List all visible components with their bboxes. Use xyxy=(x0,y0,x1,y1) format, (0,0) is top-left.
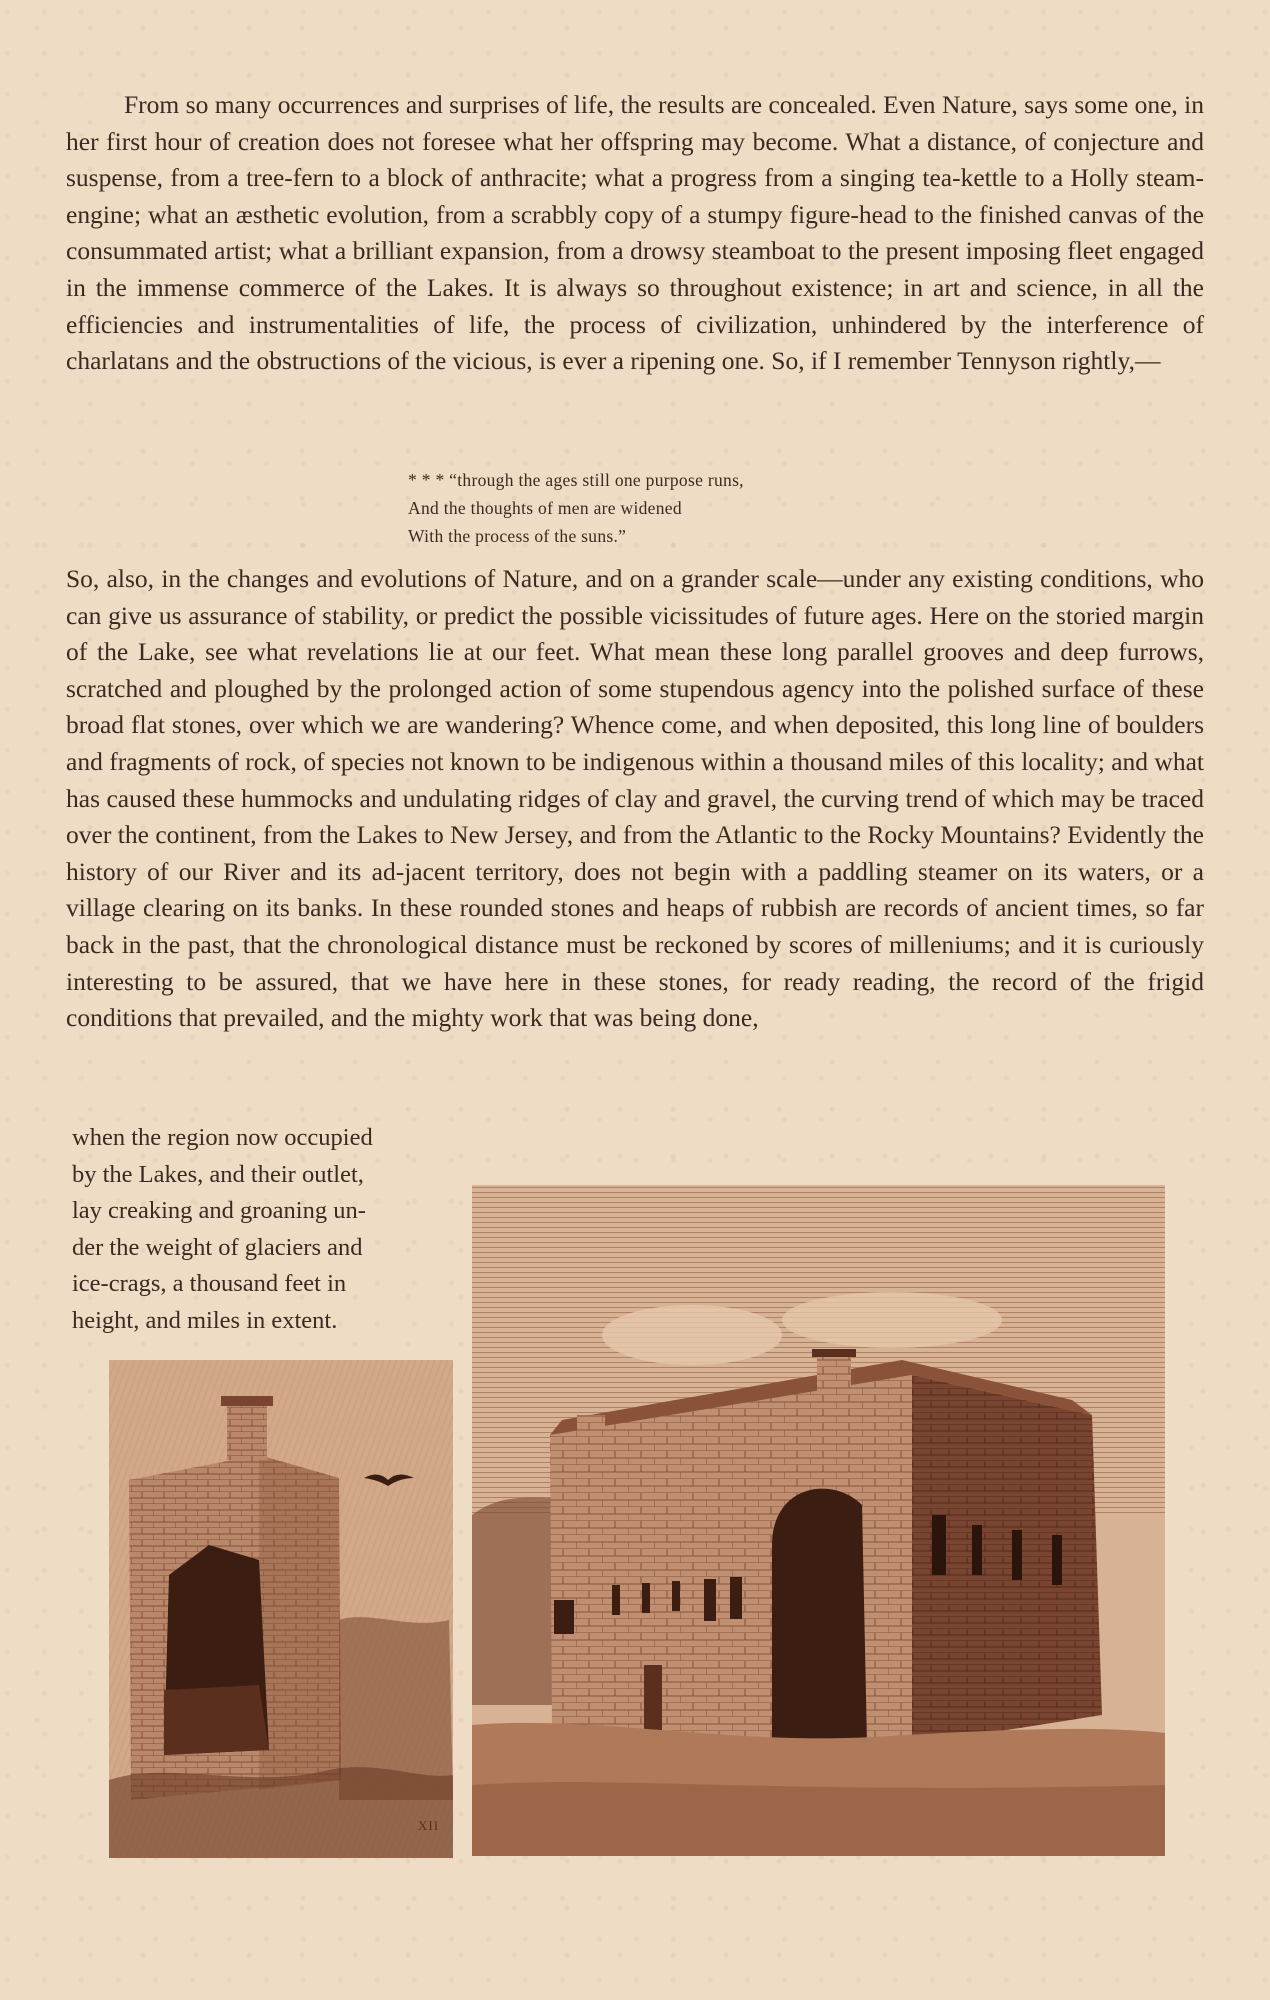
text-line: der the weight of glaciers and xyxy=(72,1233,363,1261)
text-line: ice-crags, a thousand feet in xyxy=(72,1270,347,1298)
ruined-wall-illustration xyxy=(109,1360,453,1858)
etching-ruined-wall xyxy=(109,1360,453,1858)
paragraph-first: From so many occurrences and surprises of life, the results are concealed. Even Nature, says some one, in her first hour of creation does not foresee what her offspring may become. What a distance, of conjecture and suspense, from a tree-fern to a block of anthracite; what a progress from a singing tea-kettle to a Holly steam-engine; what an æsthetic evolution, from a scrabbly copy of a stumpy figure-head to the finished canvas of the consummated artist; what a brilliant expansion, from a drowsy steamboat to the present imposing fleet engaged in the immense commerce of the Lakes. It is always so throughout existence; in art and science, in all the efficiencies and instrumentalities of life, the process of civilization, unhindered by the interference of charlatans and the obstructions of the vicious, is ever a ripening one. So, if I remember Tennyson rightly,— xyxy=(66,90,1204,376)
stone-fort-illustration xyxy=(472,1185,1165,1856)
paragraph-second: So, also, in the changes and evolutions of Nature, and on a grander scale—under any existing conditions, who can give us assurance of stability, or predict the possible vicissitudes of future ages. Here on the storied margin of the Lake, see what revelations lie at our feet. What mean these long parallel grooves and deep furrows, scratched and ploughed by the prolonged action of some stupendous agency into the polished surface of these broad flat stones, over which we are wandering? Whence come, and when deposited, this long line of boulders and fragments of rock, of species not known to be indigenous within a thousand miles of this locality; and what has caused these hummocks and undulating ridges of clay and gravel, the curving trend of which may be traced over the continent, from the Lakes to New Jersey, and from the Atlantic to the Rocky Mountains? Evidently the history of our River and its ad-jacent territory, does not begin with a paddling steamer on its waters, or a village clearing on its banks. In these rounded stones and heaps of rubbish are records of ancient times, so far back in the past, that the chronological distance must be reckoned by scores of milleniums; and it is curiously interesting to be assured, that we have here in these stones, for ready reading, the record of the frigid conditions that prevailed, and the mighty work that was being done, xyxy=(66,564,1204,1033)
plate-number: XII xyxy=(418,1818,440,1833)
text-line: lay creaking and groaning un- xyxy=(72,1197,366,1225)
text-line: height, and miles in extent. xyxy=(72,1306,338,1334)
verse-line: * * * “through the ages still one purpose runs, xyxy=(408,470,744,490)
verse-line: With the process of the suns.” xyxy=(408,526,627,546)
verse-line: And the thoughts of men are widened xyxy=(408,498,682,518)
paragraph-second-continued xyxy=(72,1120,412,1340)
tennyson-quote xyxy=(408,466,744,550)
etching-stone-fort xyxy=(472,1185,1165,1856)
text-line: when the region now occupied xyxy=(72,1124,373,1151)
text-line: by the Lakes, and their outlet, xyxy=(72,1160,364,1188)
